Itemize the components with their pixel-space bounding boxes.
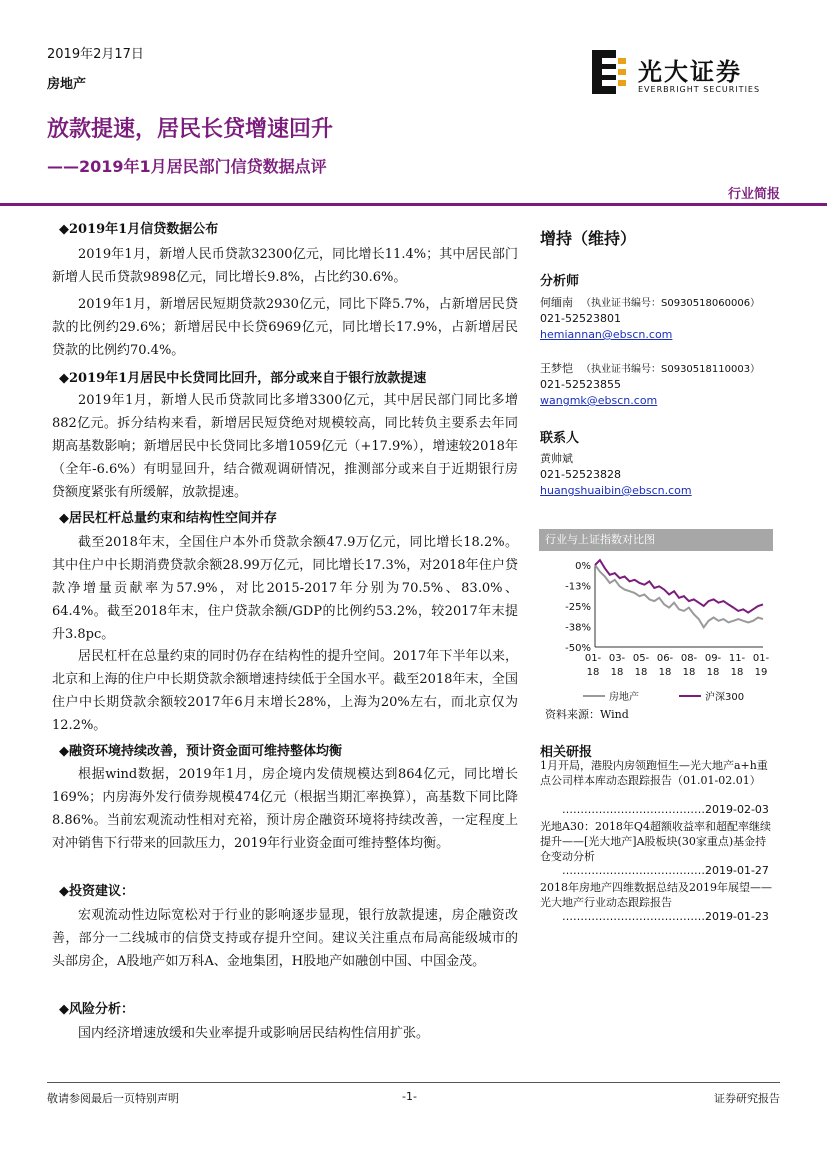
x-tick-label-year: 18: [610, 667, 624, 678]
contact-name: 黄帅斌: [540, 452, 573, 465]
page-subtitle: ——2019年1月居民部门信贷数据点评: [47, 157, 327, 176]
diamond-bullet-icon: ◆: [59, 744, 69, 759]
paragraph: 2019年1月，新增人民币贷款同比多增3300亿元，其中居民部门同比多增882亿元。拆分结构来看，新增居民短贷绝对规模较高，同比转负主要系去年同期高基数影响；新增居民中长贷同比多增1059亿元（+17.9%），增速较2018年（全年-6.6%）有明显回升，结合微观调研情况，推测部分或来自于近期银行房贷额度紧张有所缓解，放款提速。: [52, 393, 518, 500]
related-report-date: …………………………………2019-02-03: [562, 803, 769, 816]
rating-label: 增持（维持）: [540, 229, 637, 248]
contact-email-link[interactable]: huangshuaibin@ebscn.com: [540, 484, 692, 497]
x-tick-label: 05-: [632, 653, 650, 664]
x-tick-label-year: 18: [730, 667, 744, 678]
page-title: 放款提速，居民长贷增速回升: [47, 117, 334, 142]
section-heading: ◆居民杠杆总量约束和结构性空间并存: [59, 511, 278, 526]
section-heading: ◆2019年1月居民中长贷同比回升，部分或来自于银行放款提速: [59, 371, 427, 386]
comparison-chart: [539, 529, 773, 722]
x-tick-label-year: 18: [586, 667, 600, 678]
chart-title: 行业与上证指数对比图: [539, 529, 773, 551]
analyst-email-link[interactable]: wangmk@ebscn.com: [540, 394, 658, 407]
y-tick-label: 0%: [575, 561, 591, 572]
chart-legend: [539, 687, 773, 705]
paragraph: 截至2018年末，全国住户本外币贷款余额47.9万亿元，同比增长18.2%。其中住户中长期消费贷款余额28.99万亿元，同比增长17.3%，对2018年住户贷款净增量贡献率为57.9%，对比2015-2017年分别为70.5%、83.0%、64.4%。截至2018年末，住户贷款余额/GDP的比例约53.2%，较2017年末提升3.8pc。: [52, 535, 518, 642]
related-report-title[interactable]: 光地A30：2018年Q4超额收益率和超配率继续提升——[光大地产]A股板块(30家重点)基金持仓变动分析: [540, 820, 771, 863]
logo-text-cn: 光大证券: [638, 57, 742, 86]
header-divider: [0, 203, 827, 206]
contact-phone: 021-52523828: [540, 468, 621, 481]
contact-heading: 联系人: [540, 431, 580, 446]
x-tick-label-year: 18: [706, 667, 720, 678]
x-tick-label: 01-: [752, 653, 770, 664]
paragraph: 国内经济增速放缓和失业率提升或影响居民结构性信用扩张。: [78, 1026, 430, 1041]
y-tick-label: -13%: [565, 581, 591, 593]
section-heading: ◆投资建议：: [59, 884, 135, 899]
paragraph: 2019年1月，新增居民短期贷款2930亿元，同比下降5.7%，占新增居民贷款的比例约29.6%；新增居民中长贷6969亿元，同比增长17.9%，占新增居民贷款的比例约70.4%。: [52, 297, 518, 358]
chart-source: 资料来源：Wind: [545, 708, 629, 721]
report-date: 2019年2月17日: [47, 47, 144, 62]
page-number: -1-: [402, 1090, 417, 1103]
analyst-phone: 021-52523801: [540, 312, 621, 325]
legend-label-real-estate: 房地产: [609, 692, 639, 703]
x-tick-label: 11-: [728, 653, 746, 664]
section-heading: ◆风险分析：: [59, 1002, 135, 1017]
x-tick-label-year: 18: [682, 667, 696, 678]
x-tick-label: 08-: [680, 653, 698, 664]
related-report-title[interactable]: 2018年房地产四维数据总结及2019年展望——光大地产行业动态跟踪报告: [540, 881, 772, 909]
sector-label: 房地产: [47, 77, 87, 92]
section-heading: ◆2019年1月信贷数据公布: [59, 222, 219, 237]
paragraph: 居民杠杆在总量约束的同时仍存在结构性的提升空间。2017年下半年以来，北京和上海的住户中长期贷款余额增速持续低于全国水平。截至2018年末，全国住户中长期贷款余额较2017年6月末增长28%，上海为20%左右，而北京仅为12.2%。: [52, 649, 518, 733]
x-tick-label: 06-: [656, 653, 674, 664]
analyst-phone: 021-52523855: [540, 378, 621, 391]
diamond-bullet-icon: ◆: [59, 371, 69, 386]
analyst-email-link[interactable]: hemiannan@ebscn.com: [540, 328, 673, 341]
section-heading: ◆融资环境持续改善，预计资金面可维持整体均衡: [59, 744, 343, 759]
x-tick-label: 09-: [704, 653, 722, 664]
footer-divider: [47, 1082, 780, 1083]
x-tick-label: 03-: [608, 653, 626, 664]
paragraph: 2019年1月，新增人民币贷款32300亿元，同比增长11.4%；其中居民部门新增人民币贷款9898亿元，同比增长9.8%，占比约30.6%。: [52, 247, 518, 285]
analyst-name-line: 王梦恺 （执业证书编号：S0930518110003）: [540, 362, 761, 375]
related-report-title[interactable]: 1月开局，港股内房领跑恒生—光大地产a+h重点公司样本库动态跟踪报告（01.01-02.01）: [540, 759, 768, 787]
related-report-date: …………………………………2019-01-27: [562, 864, 769, 877]
diamond-bullet-icon: ◆: [59, 1002, 69, 1017]
legend-label-hs300: 沪深300: [705, 692, 745, 703]
paragraph: 宏观流动性边际宽松对于行业的影响逐步显现，银行放款提速，房企融资改善，部分一二线城市的信贷支持或存提升空间。建议关注重点布局高能级城市的头部房企，A股地产如万科A、金地集团，H股地产如融创中国、中国金茂。: [52, 908, 518, 969]
y-tick-label: -38%: [565, 622, 591, 634]
x-tick-label-year: 18: [658, 667, 672, 678]
logo-text-en: EVERBRIGHT SECURITIES: [638, 85, 761, 94]
footer-disclaimer: 敬请参阅最后一页特别声明: [47, 1092, 179, 1105]
everbright-logo-icon: [590, 48, 630, 96]
chart-plot: [539, 555, 773, 705]
x-tick-label: 01-: [584, 653, 602, 664]
paragraph: 根据wind数据，2019年1月，房企境内发债规模达到864亿元，同比增长169%；内房海外发行债券规模474亿元（根据当期汇率换算），高基数下同比降8.86%。当前宏观流动性相对充裕，预计房企融资环境将持续改善，一定程度上对冲销售下行带来的回款压力，2019年行业资金面可维持整体均衡。: [52, 767, 518, 851]
related-heading: 相关研报: [540, 745, 593, 760]
diamond-bullet-icon: ◆: [59, 511, 69, 526]
related-report-date: …………………………………2019-01-23: [562, 910, 769, 923]
report-type-label: 行业简报: [727, 187, 780, 202]
y-tick-label: -50%: [565, 643, 591, 654]
diamond-bullet-icon: ◆: [59, 222, 69, 237]
x-tick-label-year: 19: [754, 667, 768, 678]
diamond-bullet-icon: ◆: [59, 884, 69, 899]
analyst-name-line: 何缅南 （执业证书编号：S0930518060006）: [540, 296, 761, 309]
footer-report-label: 证券研究报告: [714, 1092, 780, 1105]
x-tick-label-year: 18: [634, 667, 648, 678]
analyst-heading: 分析师: [540, 274, 580, 289]
y-tick-label: -25%: [565, 602, 591, 613]
